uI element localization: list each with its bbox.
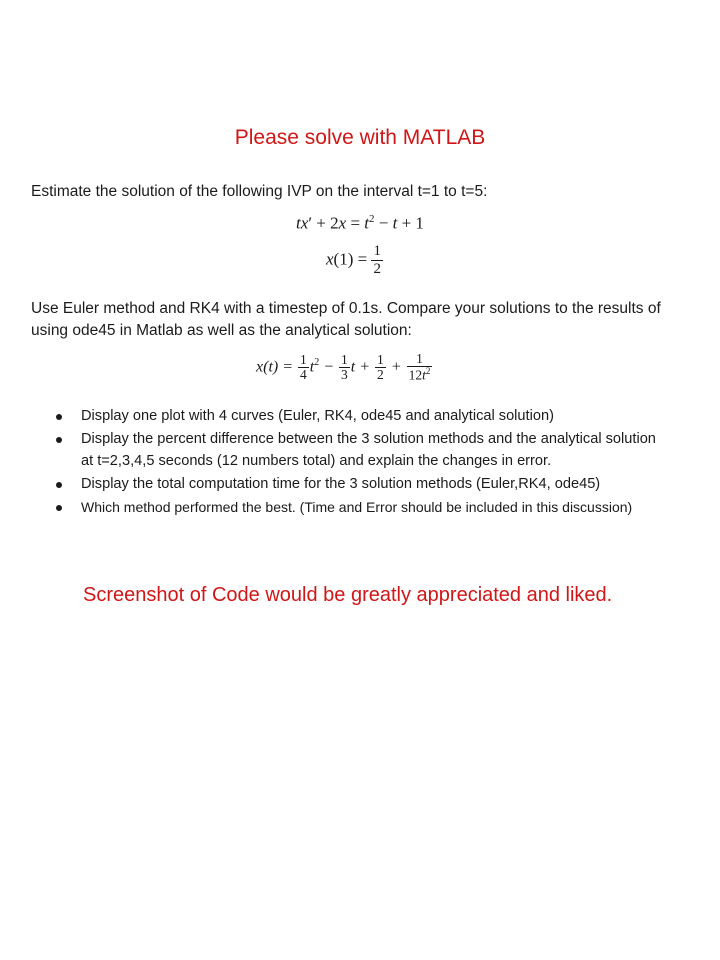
- ode-equation: $tx' + 2x = t^2 - t + 1$: [296, 213, 424, 233]
- page-heading: Please solve with MATLAB: [234, 126, 486, 149]
- analytical-solution: x(t) = $\frac{1}{4}$ $t^2$ − $\frac{1}{3}$ t + $\frac{1}{2}$ + $\frac{1}{12t^2}$: [256, 351, 431, 383]
- instructions-text: Use Euler method and RK4 with a timestep of 0.1s. Compare your solutions to the results of using ode45 in Matlab as well as the analytical solution:: [31, 300, 661, 339]
- requirements-list: [56, 406, 666, 520]
- intro-text: Estimate the solution of the following IVP on the interval t=1 to t=5:: [31, 183, 488, 200]
- bullet-icon: [56, 505, 62, 511]
- list-item: Display one plot with 4 curves (Euler, RK4, ode45 and analytical solution): [56, 406, 666, 428]
- fraction-twelfth: $\frac{1}{12t^2}$: [408, 351, 431, 383]
- fraction-quarter: $\frac{1}{4}$: [300, 351, 307, 382]
- bullet-icon: [56, 437, 62, 443]
- initial-condition: x(1) = $\frac{1}{2}$: [326, 243, 381, 277]
- list-item: Display the percent difference between the 3 solution methods and the analytical solution at t=2,3,4,5 seconds (12 numbers total) and explain the changes in error.: [56, 429, 666, 472]
- bullet-icon: [56, 482, 62, 488]
- footer-note: Screenshot of Code would be greatly appreciated and liked.: [83, 584, 613, 606]
- fraction-third: $\frac{1}{3}$: [341, 351, 348, 382]
- fraction-one-half: $\frac{1}{2}$: [373, 243, 381, 277]
- list-item: Which method performed the best. (Time and Error should be included in this discussion): [56, 497, 666, 519]
- list-item: Display the total computation time for the 3 solution methods (Euler,RK4, ode45): [56, 474, 666, 496]
- bullet-icon: [56, 414, 62, 420]
- fraction-half: $\frac{1}{2}$: [377, 351, 384, 382]
